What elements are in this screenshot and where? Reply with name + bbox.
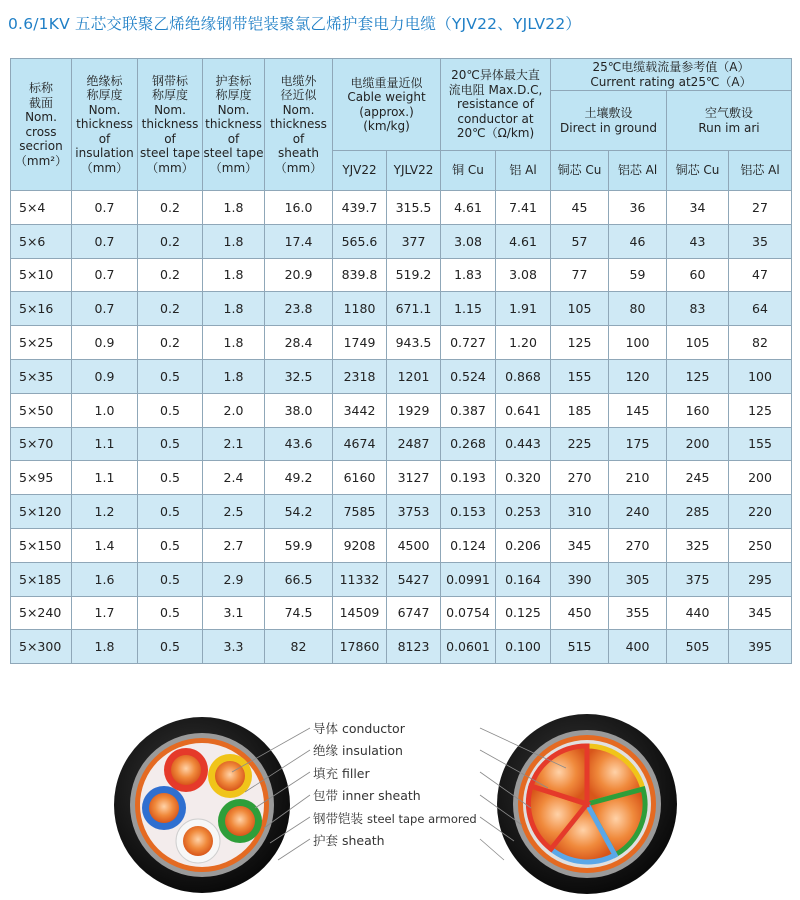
- cell-resistance-cu: 0.524: [441, 359, 496, 393]
- header-line: Nom.: [217, 102, 250, 117]
- diagram-legend: [313, 718, 477, 852]
- cell-air-al: 155: [729, 427, 792, 461]
- header-line: steel tape: [140, 146, 200, 161]
- cell-weight-yjv22: 17860: [333, 630, 387, 664]
- cell-weight-yjlv22: 315.5: [387, 191, 441, 225]
- table-row: [11, 393, 792, 427]
- header-size: [11, 59, 72, 191]
- cell-resistance-cu: 0.268: [441, 427, 496, 461]
- cell-sheath: 3.1: [203, 596, 265, 630]
- header-line: insulation: [75, 146, 134, 161]
- header-line: thickness: [76, 117, 133, 132]
- cell-steel-tape: 0.2: [138, 326, 203, 360]
- header-line: 电缆外: [280, 73, 317, 88]
- cell-air-cu: 43: [667, 224, 729, 258]
- cell-air-al: 220: [729, 495, 792, 529]
- cell-weight-yjlv22: 1929: [387, 393, 441, 427]
- cell-outer-diameter: 54.2: [265, 495, 333, 529]
- cell-insulation: 1.2: [72, 495, 138, 529]
- cell-weight-yjlv22: 5427: [387, 562, 441, 596]
- legend-item: [313, 785, 477, 807]
- header-line: 绝缘标: [86, 73, 123, 88]
- subheader-yjv22: YJV22: [333, 151, 387, 191]
- cell-steel-tape: 0.5: [138, 495, 203, 529]
- header-line: Cable weight: [347, 90, 426, 104]
- cell-air-cu: 105: [667, 326, 729, 360]
- cell-sheath: 2.5: [203, 495, 265, 529]
- table-row: [11, 292, 792, 326]
- cell-resistance-al: 0.125: [496, 596, 551, 630]
- cell-weight-yjv22: 3442: [333, 393, 387, 427]
- cell-ground-al: 270: [609, 528, 667, 562]
- table-row: [11, 630, 792, 664]
- header-steel-tape-thickness: [138, 59, 203, 191]
- cell-resistance-al: 0.868: [496, 359, 551, 393]
- cell-weight-yjv22: 439.7: [333, 191, 387, 225]
- cell-air-al: 250: [729, 528, 792, 562]
- header-line: （mm²）: [14, 153, 68, 168]
- cell-outer-diameter: 16.0: [265, 191, 333, 225]
- cell-size: 5×25: [11, 326, 72, 360]
- cell-size: 5×150: [11, 528, 72, 562]
- cell-ground-cu: 185: [551, 393, 609, 427]
- cell-insulation: 1.0: [72, 393, 138, 427]
- cell-ground-al: 175: [609, 427, 667, 461]
- table-row: [11, 562, 792, 596]
- legend-label-cn: 绝缘: [313, 743, 342, 759]
- cell-ground-cu: 57: [551, 224, 609, 258]
- cell-resistance-al: 0.641: [496, 393, 551, 427]
- header-line: 20℃（Ω/km): [456, 126, 535, 141]
- core-white: [176, 819, 220, 863]
- header-line: 标称: [28, 81, 53, 95]
- cell-sheath: 2.4: [203, 461, 265, 495]
- cell-ground-cu: 390: [551, 562, 609, 596]
- cell-outer-diameter: 38.0: [265, 393, 333, 427]
- cell-weight-yjv22: 565.6: [333, 224, 387, 258]
- cell-ground-al: 36: [609, 191, 667, 225]
- cell-insulation: 0.7: [72, 258, 138, 292]
- header-line: 护套标: [215, 73, 252, 88]
- core-blue: [142, 786, 186, 830]
- cell-steel-tape: 0.5: [138, 528, 203, 562]
- cell-sheath: 1.8: [203, 292, 265, 326]
- header-line: 称厚度: [151, 88, 188, 103]
- header-current-rating: [551, 59, 792, 91]
- header-line: 流电阻 Max.D.C,: [448, 82, 543, 97]
- header-dc-resistance: [441, 59, 551, 151]
- header-line: Current rating at25℃（A）: [590, 74, 752, 89]
- header-line: of: [164, 131, 176, 146]
- cell-air-cu: 200: [667, 427, 729, 461]
- cell-size: 5×300: [11, 630, 72, 664]
- cell-air-cu: 60: [667, 258, 729, 292]
- cell-air-cu: 325: [667, 528, 729, 562]
- header-line: Nom.: [154, 102, 186, 117]
- cell-weight-yjlv22: 3127: [387, 461, 441, 495]
- table-row: [11, 359, 792, 393]
- cell-resistance-al: 0.320: [496, 461, 551, 495]
- header-line: 电缆重量近似: [350, 75, 423, 90]
- cell-outer-diameter: 74.5: [265, 596, 333, 630]
- table-row: [11, 326, 792, 360]
- header-line: resistance of: [457, 97, 534, 112]
- core-red: [164, 748, 208, 792]
- cell-outer-diameter: 49.2: [265, 461, 333, 495]
- cell-ground-al: 145: [609, 393, 667, 427]
- cell-size: 5×16: [11, 292, 72, 326]
- cell-weight-yjlv22: 2487: [387, 427, 441, 461]
- header-line: 截面: [28, 95, 53, 110]
- cell-size: 5×95: [11, 461, 72, 495]
- cell-ground-al: 80: [609, 292, 667, 326]
- cell-sheath: 2.9: [203, 562, 265, 596]
- cell-steel-tape: 0.2: [138, 292, 203, 326]
- cell-insulation: 1.1: [72, 427, 138, 461]
- header-insulation-thickness: [72, 59, 138, 191]
- cell-steel-tape: 0.2: [138, 224, 203, 258]
- legend-label-en: sheath: [341, 832, 385, 848]
- cell-resistance-cu: 0.153: [441, 495, 496, 529]
- cell-sheath: 1.8: [203, 191, 265, 225]
- cell-resistance-cu: 1.15: [441, 292, 496, 326]
- legend-label-en: inner sheath: [341, 788, 421, 804]
- cell-ground-cu: 105: [551, 292, 609, 326]
- cell-size: 5×70: [11, 427, 72, 461]
- cell-resistance-cu: 0.0601: [441, 630, 496, 664]
- header-line: (approx.): [359, 104, 414, 119]
- cell-sheath: 1.8: [203, 258, 265, 292]
- table-row: [11, 224, 792, 258]
- cell-outer-diameter: 17.4: [265, 224, 333, 258]
- header-line: of: [98, 131, 111, 146]
- cell-steel-tape: 0.5: [138, 630, 203, 664]
- header-line: 称厚度: [215, 88, 252, 103]
- header-line: of: [227, 131, 240, 146]
- cell-ground-cu: 270: [551, 461, 609, 495]
- legend-item: [313, 808, 477, 830]
- cell-sheath: 2.1: [203, 427, 265, 461]
- header-sheath-thickness: [203, 59, 265, 191]
- cell-air-al: 200: [729, 461, 792, 495]
- subheader-ground-al: 铝芯 Al: [609, 151, 667, 191]
- cell-resistance-al: 0.164: [496, 562, 551, 596]
- cell-outer-diameter: 59.9: [265, 528, 333, 562]
- header-line: secrion: [19, 139, 63, 153]
- cell-air-al: 35: [729, 224, 792, 258]
- cell-air-al: 395: [729, 630, 792, 664]
- cell-resistance-al: 0.100: [496, 630, 551, 664]
- cell-ground-cu: 515: [551, 630, 609, 664]
- cell-ground-cu: 345: [551, 528, 609, 562]
- cell-air-cu: 505: [667, 630, 729, 664]
- cell-size: 5×185: [11, 562, 72, 596]
- header-line: (km/kg): [363, 119, 410, 133]
- cell-sheath: 1.8: [203, 359, 265, 393]
- cell-air-cu: 375: [667, 562, 729, 596]
- cell-weight-yjv22: 2318: [333, 359, 387, 393]
- cell-ground-cu: 155: [551, 359, 609, 393]
- legend-item: [313, 763, 477, 785]
- cell-resistance-al: 4.61: [496, 224, 551, 258]
- cell-outer-diameter: 32.5: [265, 359, 333, 393]
- cell-weight-yjlv22: 8123: [387, 630, 441, 664]
- cell-ground-cu: 77: [551, 258, 609, 292]
- cell-sheath: 1.8: [203, 224, 265, 258]
- cell-air-al: 345: [729, 596, 792, 630]
- legend-label-en: conductor: [341, 721, 405, 736]
- cell-size: 5×35: [11, 359, 72, 393]
- cell-outer-diameter: 66.5: [265, 562, 333, 596]
- subheader-air-cu: 铜芯 Cu: [667, 151, 729, 191]
- cell-insulation: 0.9: [72, 326, 138, 360]
- cell-insulation: 0.7: [72, 224, 138, 258]
- header-line: thickness: [270, 117, 327, 132]
- cell-size: 5×6: [11, 224, 72, 258]
- cell-resistance-cu: 3.08: [441, 224, 496, 258]
- header-line: （mm）: [274, 160, 323, 175]
- cell-air-cu: 83: [667, 292, 729, 326]
- cell-sheath: 1.8: [203, 326, 265, 360]
- cell-outer-diameter: 28.4: [265, 326, 333, 360]
- cell-ground-al: 240: [609, 495, 667, 529]
- cell-insulation: 1.4: [72, 528, 138, 562]
- cell-air-al: 82: [729, 326, 792, 360]
- cell-sheath: 2.7: [203, 528, 265, 562]
- cell-sheath: 3.3: [203, 630, 265, 664]
- header-direct-in-ground: [551, 91, 667, 151]
- cell-weight-yjv22: 6160: [333, 461, 387, 495]
- cell-weight-yjlv22: 943.5: [387, 326, 441, 360]
- cell-weight-yjlv22: 671.1: [387, 292, 441, 326]
- cell-steel-tape: 0.5: [138, 596, 203, 630]
- cell-air-cu: 245: [667, 461, 729, 495]
- cell-resistance-cu: 1.83: [441, 258, 496, 292]
- header-run-in-air: [667, 91, 792, 151]
- header-line: steel tape: [203, 146, 264, 161]
- legend-label-en: steel tape armored: [366, 811, 477, 826]
- header-line: 径近似: [280, 88, 317, 103]
- header-line: 钢带标: [151, 73, 188, 88]
- header-line: Direct in ground: [560, 120, 657, 135]
- table-body: [11, 191, 792, 664]
- cell-size: 5×10: [11, 258, 72, 292]
- cell-air-al: 295: [729, 562, 792, 596]
- cell-steel-tape: 0.2: [138, 258, 203, 292]
- cell-outer-diameter: 82: [265, 630, 333, 664]
- page-title: 0.6/1KV 五芯交联聚乙烯绝缘钢带铠装聚氯乙烯护套电力电缆（YJV22、YJLV22）: [8, 15, 582, 33]
- cell-ground-cu: 125: [551, 326, 609, 360]
- cell-insulation: 1.8: [72, 630, 138, 664]
- header-line: （mm）: [80, 160, 129, 175]
- cell-weight-yjv22: 4674: [333, 427, 387, 461]
- legend-label-cn: 导体: [313, 721, 342, 736]
- cell-resistance-al: 1.91: [496, 292, 551, 326]
- header-line: Nom.: [25, 110, 57, 124]
- legend-label-en: filler: [341, 765, 370, 781]
- cell-weight-yjv22: 9208: [333, 528, 387, 562]
- table-row: [11, 191, 792, 225]
- legend-label-en: insulation: [341, 743, 403, 759]
- cell-air-cu: 125: [667, 359, 729, 393]
- header-cable-weight: [333, 59, 441, 151]
- cell-insulation: 1.1: [72, 461, 138, 495]
- cell-weight-yjlv22: 6747: [387, 596, 441, 630]
- cell-ground-al: 355: [609, 596, 667, 630]
- header-line: （mm）: [209, 160, 258, 175]
- header-line: Run im ari: [698, 120, 760, 135]
- cell-ground-al: 100: [609, 326, 667, 360]
- header-line: sheath: [278, 146, 319, 161]
- cell-weight-yjlv22: 1201: [387, 359, 441, 393]
- cell-insulation: 0.7: [72, 292, 138, 326]
- cell-ground-al: 46: [609, 224, 667, 258]
- cell-steel-tape: 0.2: [138, 191, 203, 225]
- sector-core-cable: [497, 714, 677, 894]
- cell-weight-yjlv22: 3753: [387, 495, 441, 529]
- cell-weight-yjv22: 839.8: [333, 258, 387, 292]
- header-line: cross: [25, 124, 57, 139]
- table-row: [11, 258, 792, 292]
- cell-ground-al: 305: [609, 562, 667, 596]
- header-line: Nom.: [282, 102, 315, 117]
- subheader-resistance-cu: 铜 Cu: [441, 151, 496, 191]
- table-row: [11, 596, 792, 630]
- cell-resistance-cu: 0.124: [441, 528, 496, 562]
- table-row: [11, 495, 792, 529]
- subheader-resistance-al: 铝 Al: [496, 151, 551, 191]
- cell-steel-tape: 0.5: [138, 359, 203, 393]
- subheader-air-al: 铝芯 Al: [729, 151, 792, 191]
- cell-size: 5×120: [11, 495, 72, 529]
- cell-resistance-al: 0.206: [496, 528, 551, 562]
- cell-size: 5×50: [11, 393, 72, 427]
- round-core-cable: [114, 717, 290, 893]
- cell-air-cu: 285: [667, 495, 729, 529]
- cell-weight-yjlv22: 4500: [387, 528, 441, 562]
- cell-weight-yjv22: 14509: [333, 596, 387, 630]
- cell-resistance-al: 3.08: [496, 258, 551, 292]
- cell-outer-diameter: 43.6: [265, 427, 333, 461]
- cell-ground-cu: 450: [551, 596, 609, 630]
- cell-ground-al: 59: [609, 258, 667, 292]
- cell-steel-tape: 0.5: [138, 393, 203, 427]
- cell-size: 5×4: [11, 191, 72, 225]
- legend-item: [313, 718, 477, 740]
- cell-air-al: 47: [729, 258, 792, 292]
- table-row: [11, 461, 792, 495]
- header-line: 土壤敷设: [584, 106, 633, 120]
- table-row: [11, 528, 792, 562]
- cell-resistance-cu: 4.61: [441, 191, 496, 225]
- header-outer-diameter: [265, 59, 333, 191]
- cell-weight-yjlv22: 377: [387, 224, 441, 258]
- legend-label-cn: 护套: [313, 832, 342, 848]
- header-line: thickness: [205, 117, 262, 132]
- legend-label-cn: 填充: [313, 765, 342, 781]
- cell-ground-al: 210: [609, 461, 667, 495]
- cell-air-al: 100: [729, 359, 792, 393]
- cell-air-al: 125: [729, 393, 792, 427]
- cell-resistance-cu: 0.387: [441, 393, 496, 427]
- cell-resistance-al: 0.443: [496, 427, 551, 461]
- cable-spec-table: [10, 58, 792, 664]
- cell-sheath: 2.0: [203, 393, 265, 427]
- cell-air-al: 27: [729, 191, 792, 225]
- cell-ground-cu: 45: [551, 191, 609, 225]
- header-line: 空气敷设: [705, 106, 754, 120]
- cell-insulation: 1.7: [72, 596, 138, 630]
- cell-resistance-al: 1.20: [496, 326, 551, 360]
- legend-item: [313, 830, 477, 852]
- cell-resistance-cu: 0.0754: [441, 596, 496, 630]
- header-line: （mm）: [146, 160, 194, 175]
- cell-insulation: 1.6: [72, 562, 138, 596]
- cell-air-al: 64: [729, 292, 792, 326]
- cell-weight-yjv22: 11332: [333, 562, 387, 596]
- cell-outer-diameter: 20.9: [265, 258, 333, 292]
- cell-ground-cu: 310: [551, 495, 609, 529]
- cell-weight-yjv22: 1180: [333, 292, 387, 326]
- cell-resistance-cu: 0.0991: [441, 562, 496, 596]
- cell-weight-yjv22: 7585: [333, 495, 387, 529]
- legend-label-cn: 钢带铠装: [313, 810, 367, 826]
- cell-weight-yjv22: 1749: [333, 326, 387, 360]
- subheader-yjlv22: YJLV22: [387, 151, 441, 191]
- cell-ground-al: 120: [609, 359, 667, 393]
- cell-resistance-al: 7.41: [496, 191, 551, 225]
- legend-label-cn: 包带: [313, 788, 342, 804]
- header-line: 称厚度: [86, 88, 123, 103]
- cell-outer-diameter: 23.8: [265, 292, 333, 326]
- cell-weight-yjlv22: 519.2: [387, 258, 441, 292]
- cell-air-cu: 160: [667, 393, 729, 427]
- header-line: of: [292, 131, 305, 146]
- header-line: 20℃异体最大直: [451, 68, 540, 83]
- cell-steel-tape: 0.5: [138, 427, 203, 461]
- cell-steel-tape: 0.5: [138, 461, 203, 495]
- cell-resistance-cu: 0.193: [441, 461, 496, 495]
- cell-air-cu: 34: [667, 191, 729, 225]
- cell-resistance-al: 0.253: [496, 495, 551, 529]
- cell-size: 5×240: [11, 596, 72, 630]
- subheader-ground-cu: 铜芯 Cu: [551, 151, 609, 191]
- cell-insulation: 0.7: [72, 191, 138, 225]
- table-row: [11, 427, 792, 461]
- legend-item: [313, 740, 477, 762]
- header-line: 25℃电缆载流量参考值（A）: [592, 60, 750, 74]
- cell-ground-cu: 225: [551, 427, 609, 461]
- header-line: Nom.: [88, 102, 121, 117]
- cell-resistance-cu: 0.727: [441, 326, 496, 360]
- cell-air-cu: 440: [667, 596, 729, 630]
- core-green: [218, 799, 262, 843]
- cell-insulation: 0.9: [72, 359, 138, 393]
- cell-ground-al: 400: [609, 630, 667, 664]
- header-line: thickness: [141, 117, 199, 132]
- cell-steel-tape: 0.5: [138, 562, 203, 596]
- header-line: conductor at: [457, 111, 534, 126]
